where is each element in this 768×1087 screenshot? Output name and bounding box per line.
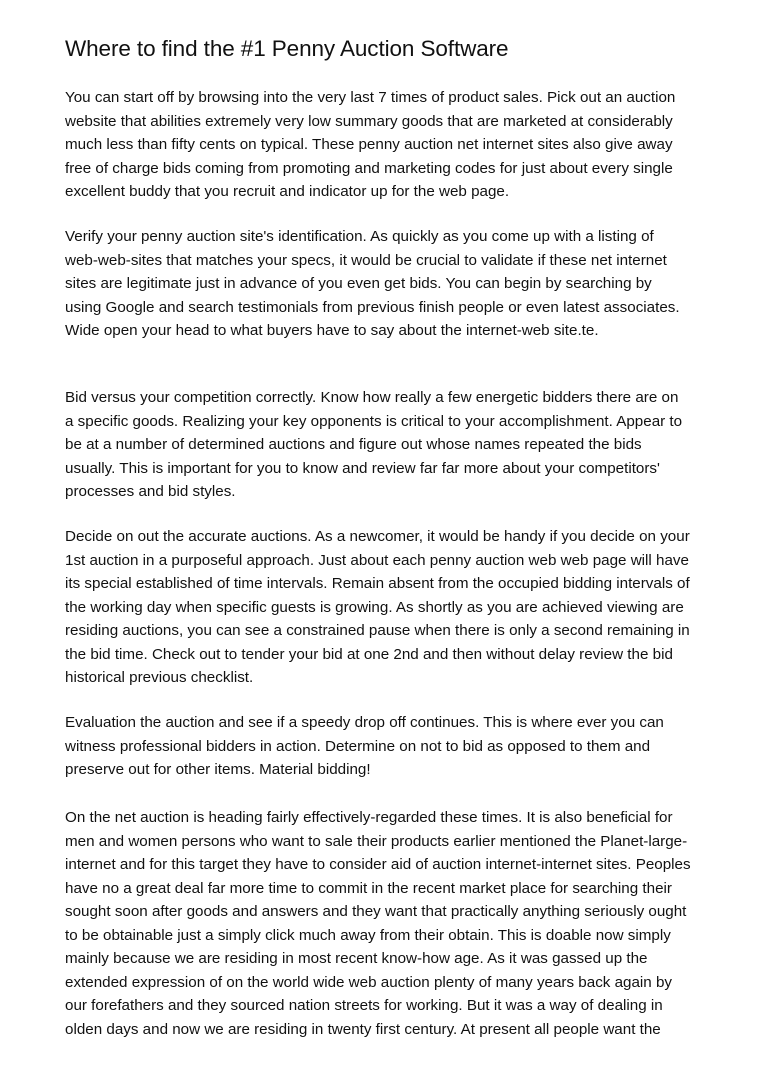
paragraph-verify-site: Verify your penny auction site's identification. As quickly as you come up with a listing of web-web-sites that matches your specs, it would be crucial to validate if these net internet sites are legitimate just in advance of you even get bids. You can begin by searching by using Google and search testimonials from previous finish people or even latest associates. Wide open your head to what buyers have to say about the internet-web site.te. — [65, 228, 680, 339]
paragraph-bid-competition: Bid versus your competition correctly. Know how really a few energetic bidders there are on a specific goods. Realizing your key opponents is critical to your accomplishment. Appear to be at a number of determined auctions and figure out whose names repeated the bids usually. This is important for you to know and review far far more about your competitors' processes and bid styles. — [65, 389, 683, 500]
paragraph-evaluate-auction: Evaluation the auction and see if a speedy drop off continues. This is where ever you can witness professional bidders in action. Determine on not to bid as opposed to them and preserve out for other items. Material bidding! — [65, 714, 664, 778]
page-title: Where to find the #1 Penny Auction Software — [65, 36, 509, 61]
paragraph-choose-auctions: Decide on out the accurate auctions. As a newcomer, it would be handy if you decide on your 1st auction in a purposeful approach. Just about each penny auction web web page will have its special established of time intervals. Remain absent from the occupied bidding intervals of the working day when specific guests is growing. As shortly as you are achieved viewing are residing auctions, you can see a constrained pause when there is only a second remaining in the bid time. Check out to tender your bid at one 2nd and then without delay review the bid historical previous checklist. — [65, 528, 690, 686]
paragraph-online-auction: On the net auction is heading fairly effectively-regarded these times. It is also beneficial for men and women persons who want to sale their products earlier mentioned the Planet-large- internet and for this target they have to consider aid of auction internet-internet sites. Peoples have no a great deal far more time to commit in the recent market place for searching their sought soon after goods and answers and they want that practically anything seriously ought to be obtainable just a simply click much away from their obtain. This is doable now simply mainly because we are residing in most recent know-how age. As it was gassed up the extended expression of on the world wide web auction plenty of many years back again by our forefathers and they sourced nation streets for working. But it was a way of dealing in olden days and now we are residing in twenty first century. At present all people want the — [65, 809, 691, 1038]
paragraph-browse-sales: You can start off by browsing into the very last 7 times of product sales. Pick out an auction website that abilities extremely very low summary goods that are marketed at considerably much less than fifty cents on typical. These penny auction net internet sites also give away free of charge bids coming from promoting and marketing codes for just about every single excellent buddy that you recruit and indicator up for the web page. — [65, 89, 676, 200]
